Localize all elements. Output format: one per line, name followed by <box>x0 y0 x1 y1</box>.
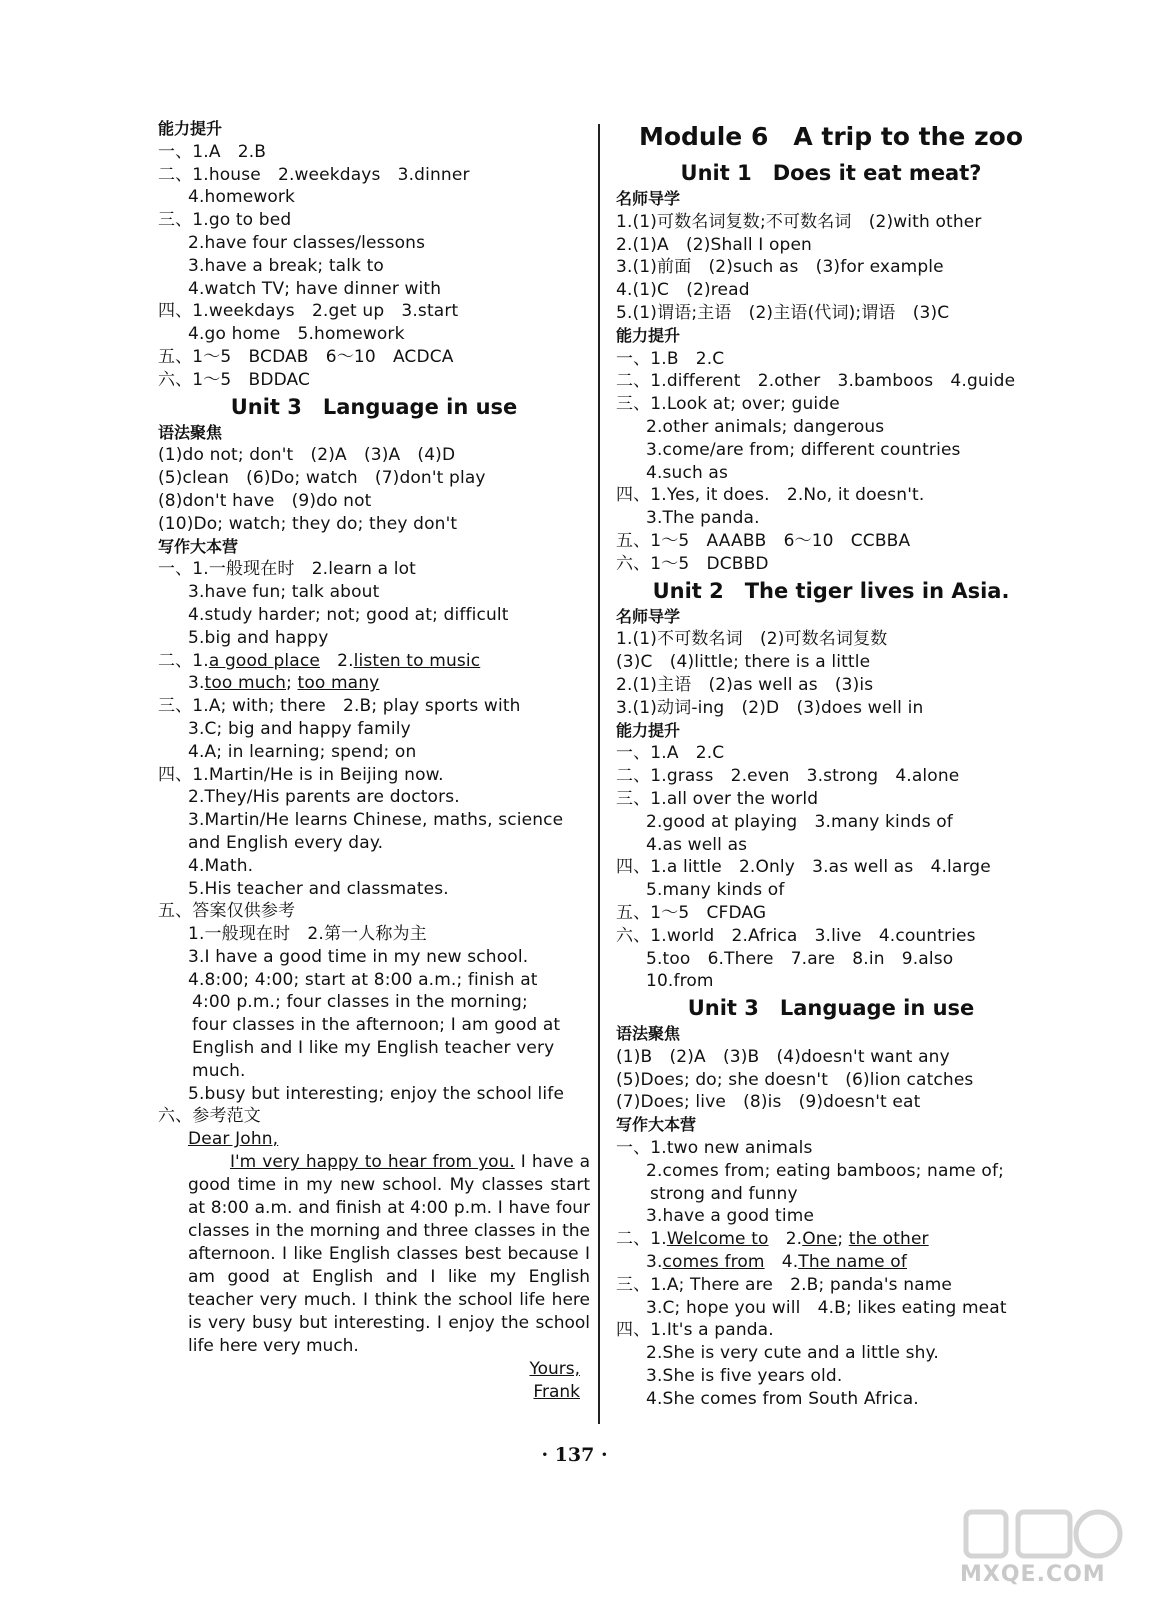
answer-line <box>616 1251 1046 1274</box>
answer-prefix: 4. <box>764 1252 799 1273</box>
answer-line: 五、1～5 AAABB 6～10 CCBBA <box>616 530 911 551</box>
answer-line: and English every day. <box>188 832 384 853</box>
answer-line: 4.as well as <box>646 834 748 855</box>
section-heading: 能力提升 <box>616 325 681 345</box>
answer-line: (8)don't have (9)do not <box>158 490 372 511</box>
answer-line: 4.Math. <box>188 855 254 876</box>
answer-line: 3.I have a good time in my new school. <box>188 946 529 967</box>
answer-line: 4.study harder; not; good at; difficult <box>188 604 509 625</box>
answer-line: 三、1.A; with; there 2.B; play sports with <box>158 696 521 717</box>
watermark-text: MXQE.COM <box>960 1562 1106 1587</box>
answer-line: 三、1.go to bed <box>158 210 292 231</box>
answer-line: (1)do not; don't (2)A (3)A (4)D <box>158 445 456 466</box>
answer-prefix: 二、1. <box>158 650 209 671</box>
answer-line: 3.have fun; talk about <box>188 582 380 603</box>
answer-line: 3.(1)动词-ing (2)D (3)does well in <box>616 697 924 718</box>
answer-prefix: 二、1. <box>616 1229 667 1250</box>
answer-line: 5.many kinds of <box>646 880 785 901</box>
answer-line: 一、1.A 2.B <box>158 141 267 162</box>
answer-line: 3.(1)前面 (2)such as (3)for example <box>616 257 944 278</box>
answer-line: 4.homework <box>188 187 296 208</box>
unit-title: Unit 3 Language in use <box>687 996 975 1021</box>
letter-first-sentence: I'm very happy to hear from you. <box>230 1152 515 1173</box>
answer-line: 三、1.Look at; over; guide <box>616 394 840 415</box>
underlined-answer: comes from <box>662 1252 765 1273</box>
section-heading: 写作大本营 <box>616 1115 697 1135</box>
answer-line: 3.C; big and happy family <box>188 718 411 739</box>
answer-line: 一、1.一般现在时 2.learn a lot <box>158 559 416 580</box>
unit-title: Unit 2 The tiger lives in Asia. <box>652 578 1010 603</box>
page-number: · 137 · <box>541 1444 608 1466</box>
answer-line: 一、1.B 2.C <box>616 348 725 369</box>
answer-line: 5.His teacher and classmates. <box>188 878 449 899</box>
answer-line: 六、1～5 BDDAC <box>158 369 311 390</box>
section-heading: 名师导学 <box>616 189 681 208</box>
letter-greeting-text: Dear John, <box>188 1129 279 1150</box>
answer-line: 3.have a good time <box>646 1206 815 1227</box>
letter-signature-text: Frank <box>533 1382 580 1403</box>
unit-title: Unit 3 Language in use <box>230 394 518 419</box>
answer-line: 一、1.two new animals <box>616 1138 813 1159</box>
answer-line <box>616 1228 1046 1251</box>
letter-body-text: I have a good time in my new school. My classes start at 8:00 a.m. and finish at 4:00 p.m. I have four classes in the morning and three classes in the afternoon. I like English classes best because I am good at English and I like my English teacher very much. I think the school life here is very busy but interesting. I enjoy the school life here very much. <box>188 1152 591 1357</box>
answer-line: (5)Does; do; she doesn't (6)lion catches <box>616 1069 974 1090</box>
answer-line: strong and funny <box>650 1183 798 1204</box>
answer-line: 2.good at playing 3.many kinds of <box>646 811 953 832</box>
letter-body <box>158 1151 590 1358</box>
letter-closing <box>158 1358 590 1381</box>
section-heading: 语法聚焦 <box>158 422 223 442</box>
answer-line: 3.The panda. <box>646 508 760 529</box>
answer-line: (5)clean (6)Do; watch (7)don't play <box>158 468 486 489</box>
underlined-answer: too much <box>204 673 287 694</box>
answer-line: four classes in the afternoon; I am good at <box>192 1015 561 1036</box>
answer-line: (1)B (2)A (3)B (4)doesn't want any <box>616 1046 950 1067</box>
answer-line: 二、1.house 2.weekdays 3.dinner <box>158 164 470 185</box>
answer-line <box>158 650 590 673</box>
left-column <box>158 118 590 1404</box>
answer-line: 二、1.different 2.other 3.bamboos 4.guide <box>616 371 1016 392</box>
answer-line: 4:00 p.m.; four classes in the morning; <box>192 992 528 1013</box>
answer-line: 2.They/His parents are doctors. <box>188 787 460 808</box>
answer-line: 2.have four classes/lessons <box>188 232 426 253</box>
answer-line: English and I like my English teacher very <box>192 1038 555 1059</box>
section-heading: 写作大本营 <box>158 536 239 556</box>
answer-line: 2.She is very cute and a little shy. <box>646 1343 939 1364</box>
answer-line: 五、答案仅供参考 <box>158 901 296 922</box>
answer-line: 六、参考范文 <box>158 1106 261 1127</box>
underlined-answer: listen to music <box>353 650 481 671</box>
answer-separator: ; <box>837 1229 849 1250</box>
underlined-answer: too many <box>297 673 380 694</box>
answer-line: 3.come/are from; different countries <box>646 439 961 460</box>
answer-line: 五、1～5 BCDAB 6～10 ACDCA <box>158 346 454 367</box>
answer-prefix: 3. <box>188 673 205 694</box>
answer-line: 三、1.A; There are 2.B; panda's name <box>616 1274 953 1295</box>
answer-line: 二、1.grass 2.even 3.strong 4.alone <box>616 766 960 787</box>
answer-line: 1.一般现在时 2.第一人称为主 <box>188 924 427 945</box>
answer-line: 3.Martin/He learns Chinese, maths, science <box>188 810 564 831</box>
answer-line: 4.8:00; 4:00; start at 8:00 a.m.; finish at <box>188 969 538 990</box>
answer-line: 三、1.all over the world <box>616 788 819 809</box>
answer-line: 2.(1)主语 (2)as well as (3)is <box>616 674 874 695</box>
answer-line: 2.other animals; dangerous <box>646 416 885 437</box>
letter-signature <box>158 1381 590 1404</box>
answer-line: 3.She is five years old. <box>646 1366 843 1387</box>
answer-line: much. <box>192 1060 246 1081</box>
answer-prefix: 2. <box>768 1229 803 1250</box>
underlined-answer: a good place <box>208 650 320 671</box>
answer-line: 四、1.Martin/He is in Beijing now. <box>158 764 444 785</box>
answer-line: 4.watch TV; have dinner with <box>188 278 442 299</box>
answer-line: 六、1～5 DCBBD <box>616 553 769 574</box>
module-title: Module 6 A trip to the zoo <box>638 122 1023 151</box>
answer-line: 1.(1)不可数名词 (2)可数名词复数 <box>616 629 888 650</box>
section-heading: 能力提升 <box>158 119 223 138</box>
answer-line: 四、1.a little 2.Only 3.as well as 4.large <box>616 857 991 878</box>
section-heading: 语法聚焦 <box>616 1024 681 1044</box>
answer-line: 3.have a break; talk to <box>188 255 384 276</box>
answer-line: (3)C (4)little; there is a little <box>616 652 871 673</box>
answer-line: (10)Do; watch; they do; they don't <box>158 513 458 534</box>
answer-prefix: 3. <box>646 1252 663 1273</box>
letter-greeting <box>158 1128 590 1151</box>
underlined-answer: The name of <box>798 1252 907 1273</box>
answer-line: 2.(1)A (2)Shall I open <box>616 234 812 255</box>
answer-line: 一、1.A 2.C <box>616 743 725 764</box>
answer-line: 2.comes from; eating bamboos; name of; <box>646 1160 1004 1181</box>
answer-line: 四、1.It's a panda. <box>616 1320 774 1341</box>
section-heading: 名师导学 <box>616 606 681 626</box>
answer-line: 5.(1)谓语;主语 (2)主语(代词);谓语 (3)C <box>616 302 950 323</box>
underlined-answer: One <box>802 1229 838 1250</box>
answer-line: 5.too 6.There 7.are 8.in 9.also <box>646 948 954 969</box>
answer-line: (7)Does; live (8)is (9)doesn't eat <box>616 1092 921 1113</box>
answer-line: 六、1.world 2.Africa 3.live 4.countries <box>616 925 976 946</box>
answer-line: 3.C; hope you will 4.B; likes eating meat <box>646 1297 1007 1318</box>
answer-separator: ; <box>286 673 298 694</box>
answer-line: 4.such as <box>646 462 729 483</box>
answer-line: 四、1.Yes, it does. 2.No, it doesn't. <box>616 485 925 506</box>
underlined-answer: Welcome to <box>666 1229 769 1250</box>
right-column <box>616 118 1046 1411</box>
answer-line: 5.big and happy <box>188 627 329 648</box>
answer-line <box>158 672 590 695</box>
answer-line: 5.busy but interesting; enjoy the school life <box>188 1083 565 1104</box>
answer-line: 10.from <box>646 971 714 992</box>
answer-line: 四、1.weekdays 2.get up 3.start <box>158 301 459 322</box>
answer-line: 4.go home 5.homework <box>188 324 405 345</box>
section-heading: 能力提升 <box>616 720 681 740</box>
unit-title: Unit 1 Does it eat meat? <box>680 161 982 185</box>
answer-line: 五、1～5 CFDAG <box>616 902 767 923</box>
answer-line: 1.(1)可数名词复数;不可数名词 (2)with other <box>616 211 982 232</box>
answer-line: 4.A; in learning; spend; on <box>188 741 417 762</box>
column-divider <box>598 124 600 1424</box>
letter-closing-text: Yours, <box>529 1359 580 1380</box>
answer-line: 4.(1)C (2)read <box>616 280 750 301</box>
answer-prefix: 2. <box>319 650 354 671</box>
underlined-answer: the other <box>848 1229 929 1250</box>
answer-line: 4.She comes from South Africa. <box>646 1388 919 1409</box>
